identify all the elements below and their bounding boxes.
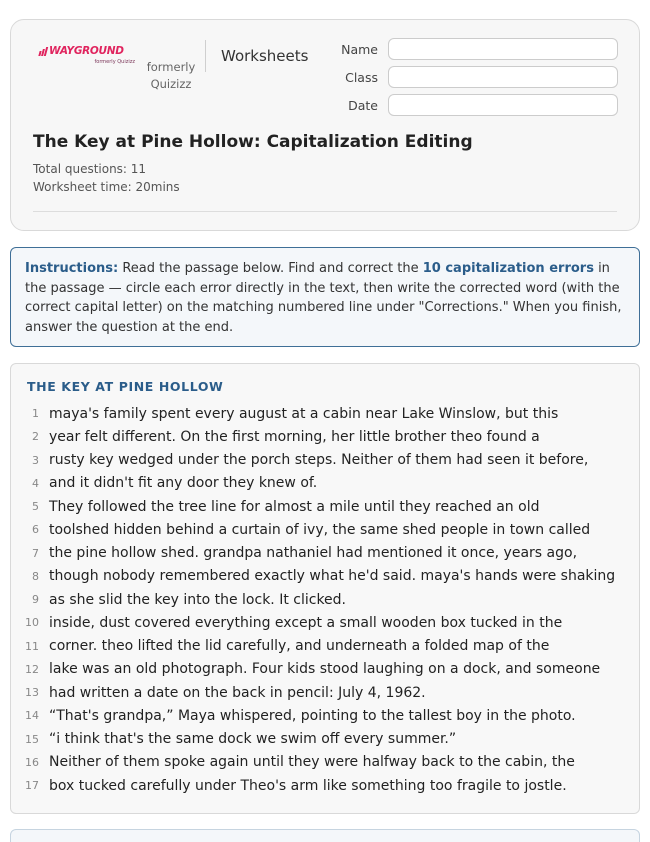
passage-line bbox=[11, 518, 639, 541]
passage-line bbox=[11, 704, 639, 727]
passage-line bbox=[11, 588, 639, 611]
instructions-text-2: in the passage — circle each error directly in the text, then write the corrected word (with the correct capital letter) on the matching numbered line under "Corrections." When you finish, answer the question at the end. bbox=[25, 261, 622, 335]
wayground-logo bbox=[39, 45, 135, 65]
line-text[interactable]: had written a date on the back in pencil: July 4, 1962. bbox=[49, 684, 426, 701]
passage-line bbox=[11, 611, 639, 634]
line-number: 12 bbox=[25, 662, 39, 676]
line-text[interactable]: box tucked carefully under Theo's arm like something too fragile to jostle. bbox=[49, 777, 567, 794]
name-field[interactable] bbox=[388, 38, 618, 60]
line-text[interactable]: maya's family spent every august at a cabin near Lake Winslow, but this bbox=[49, 405, 559, 422]
instructions-highlight: 10 capitalization errors bbox=[422, 261, 594, 276]
header-divider bbox=[205, 40, 206, 72]
passage-line bbox=[11, 751, 639, 774]
line-text[interactable]: though nobody remembered exactly what he'd said. maya's hands were shaking bbox=[49, 568, 616, 585]
logo-text: WAYGROUND bbox=[49, 45, 124, 57]
header-bottom-divider bbox=[33, 211, 617, 212]
passage-line bbox=[11, 402, 639, 425]
worksheet-header bbox=[10, 19, 640, 231]
line-text[interactable]: “i think that's the same dock we swim off every summer.” bbox=[49, 731, 457, 748]
line-number: 11 bbox=[25, 639, 39, 653]
line-number: 15 bbox=[25, 732, 39, 746]
passage-line bbox=[11, 774, 639, 797]
line-number: 4 bbox=[32, 476, 39, 490]
next-section-card bbox=[10, 829, 640, 842]
line-number: 5 bbox=[32, 500, 39, 514]
line-number: 7 bbox=[32, 546, 39, 560]
line-number: 14 bbox=[25, 709, 39, 723]
line-number: 9 bbox=[32, 593, 39, 607]
passage-line bbox=[11, 565, 639, 588]
line-text[interactable]: toolshed hidden behind a curtain of ivy, the same shed people in town called bbox=[49, 521, 591, 538]
date-label: Date bbox=[348, 98, 378, 113]
class-field[interactable] bbox=[388, 66, 618, 88]
line-text[interactable]: inside, dust covered everything except a small wooden box tucked in the bbox=[49, 614, 563, 631]
passage-heading: THE KEY AT PINE HOLLOW bbox=[27, 379, 224, 394]
formerly-quizizz bbox=[142, 59, 200, 93]
passage-line bbox=[11, 681, 639, 704]
instructions-text-1: Read the passage below. Find and correct the bbox=[118, 261, 423, 276]
passage-line bbox=[11, 425, 639, 448]
passage-line bbox=[11, 495, 639, 518]
passage-line bbox=[11, 472, 639, 495]
line-text[interactable]: lake was an old photograph. Four kids stood laughing on a dock, and someone bbox=[49, 661, 601, 678]
worksheet-title: The Key at Pine Hollow: Capitalization Editing bbox=[33, 132, 473, 152]
worksheet-time: Worksheet time: 20mins bbox=[33, 180, 180, 194]
line-text[interactable]: “That's grandpa,” Maya whispered, pointing to the tallest boy in the photo. bbox=[49, 707, 576, 724]
instructions-lead: Instructions: bbox=[25, 261, 119, 276]
line-number: 10 bbox=[25, 616, 39, 630]
line-text[interactable]: Neither of them spoke again until they were halfway back to the cabin, the bbox=[49, 754, 575, 771]
line-number: 13 bbox=[25, 686, 39, 700]
passage-line bbox=[11, 635, 639, 658]
class-label: Class bbox=[345, 70, 378, 85]
date-field[interactable] bbox=[388, 94, 618, 116]
formerly-text: formerly bbox=[146, 60, 196, 74]
line-number: 3 bbox=[32, 453, 39, 467]
line-number: 17 bbox=[25, 779, 39, 793]
instructions-box bbox=[10, 247, 640, 347]
line-number: 8 bbox=[32, 569, 39, 583]
section-title: Worksheets bbox=[221, 47, 309, 65]
line-text[interactable]: the pine hollow shed. grandpa nathaniel had mentioned it once, years ago, bbox=[49, 545, 578, 562]
line-number: 6 bbox=[32, 523, 39, 537]
total-questions: Total questions: 11 bbox=[33, 162, 147, 176]
passage-line bbox=[11, 449, 639, 472]
line-text[interactable]: as she slid the key into the lock. It clicked. bbox=[49, 591, 347, 608]
quizizz-text: Quizizz bbox=[150, 77, 192, 91]
line-text[interactable]: rusty key wedged under the porch steps. Neither of them had seen it before, bbox=[49, 452, 589, 469]
passage-lines bbox=[11, 402, 639, 797]
line-number: 1 bbox=[32, 407, 39, 421]
line-text[interactable]: year felt different. On the first morning, her little brother theo found a bbox=[49, 428, 540, 445]
line-text[interactable]: corner. theo lifted the lid carefully, and underneath a folded map of the bbox=[49, 638, 550, 655]
line-text[interactable]: They followed the tree line for almost a mile until they reached an old bbox=[49, 498, 540, 515]
passage-line bbox=[11, 728, 639, 751]
line-text[interactable]: and it didn't fit any door they knew of. bbox=[49, 475, 318, 492]
logo-subtext: formerly Quizizz bbox=[94, 59, 135, 65]
line-number: 16 bbox=[25, 755, 39, 769]
passage-line bbox=[11, 658, 639, 681]
logo-bars-icon bbox=[39, 47, 47, 56]
line-number: 2 bbox=[32, 430, 39, 444]
name-label: Name bbox=[341, 42, 378, 57]
passage-line bbox=[11, 542, 639, 565]
passage-card bbox=[10, 363, 640, 814]
